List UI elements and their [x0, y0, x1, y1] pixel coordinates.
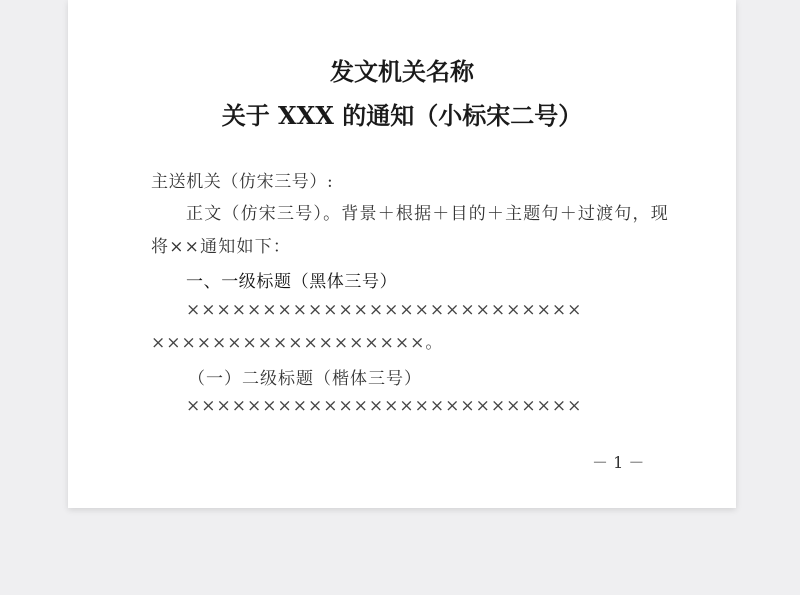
- document-page: [68, 0, 736, 508]
- level1-body-text: ××××××××××××××××××。: [151, 333, 444, 353]
- level2-body-text: ××××××××××××××××××××××××××: [186, 396, 583, 416]
- notice-title: 关于 XXX 的通知（小标宋二号）: [221, 101, 583, 130]
- body-text-line: 将××通知如下：: [151, 237, 292, 257]
- level1-body-text: ××××××××××××××××××××××××××: [186, 300, 583, 320]
- body-text-line: 正文（仿宋三号）。背景＋根据＋目的＋主题句＋过渡句，现: [186, 204, 669, 224]
- level1-heading: 一、一级标题（黑体三号）: [186, 272, 398, 292]
- level2-heading: （一）二级标题（楷体三号）: [188, 369, 422, 389]
- page-number: － 1 －: [592, 453, 645, 472]
- recipient-line: 主送机关（仿宋三号）:: [151, 172, 334, 192]
- issuing-authority-title: 发文机关名称: [330, 57, 474, 86]
